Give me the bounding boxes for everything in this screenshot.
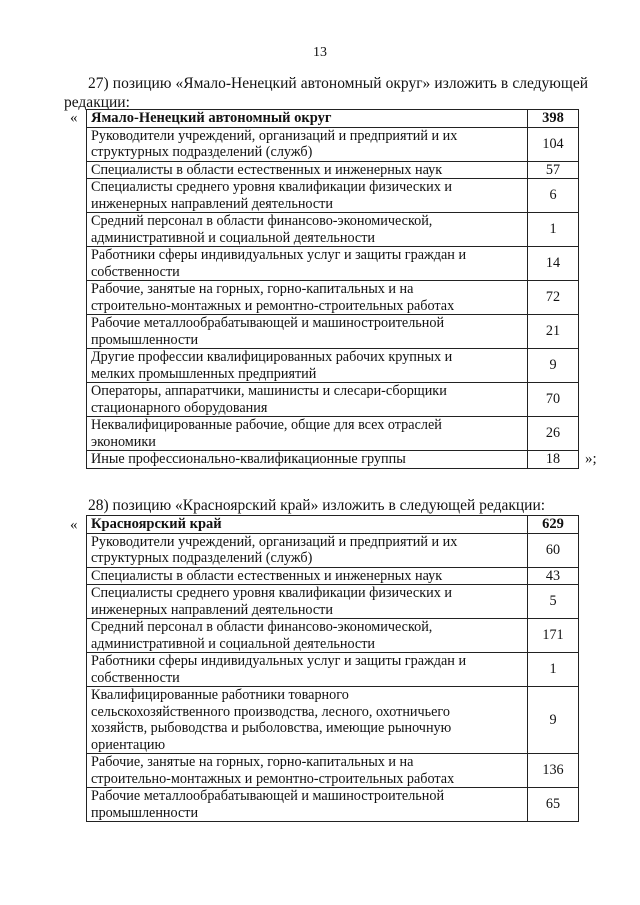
occupation-group-line: Рабочие, занятые на горных, горно-капитальных и на [91, 754, 414, 770]
occupation-group-line: Специалисты среднего уровня квалификации физических и [91, 585, 452, 601]
table-header-row [87, 110, 579, 128]
occupation-group [87, 247, 528, 281]
table-row [87, 127, 579, 161]
table-row [87, 383, 579, 417]
occupation-group [87, 127, 528, 161]
quota-value: 1 [528, 213, 579, 247]
occupation-group-line: Средний персонал в области финансово-экономической, [91, 619, 433, 635]
table-row [87, 315, 579, 349]
occupation-group-line: хозяйств, рыбоводства и рыболовства, имеющие рыночную [91, 720, 452, 736]
quota-value: 60 [528, 533, 579, 567]
occupation-group-line: строительно-монтажных и ремонтно-строительных работах [91, 770, 455, 787]
table-krasnoyarsk [86, 515, 579, 822]
occupation-group-line: собственности [91, 263, 180, 280]
quota-value: 6 [528, 179, 579, 213]
occupation-group-line: Рабочие металлообрабатывающей и машиностроительной [91, 788, 445, 804]
quota-value: 18 [528, 451, 579, 469]
region-name: Красноярский край [87, 516, 528, 534]
occupation-group [87, 451, 528, 469]
quota-value: 1 [528, 653, 579, 687]
occupation-group [87, 315, 528, 349]
region-name: Ямало-Ненецкий автономный округ [87, 110, 528, 128]
occupation-group-line: Средний персонал в области финансово-экономической, [91, 213, 433, 229]
table-row [87, 179, 579, 213]
occupation-group-line: инженерных направлений деятельности [91, 195, 333, 212]
table-row [87, 417, 579, 451]
occupation-group-line: Специалисты среднего уровня квалификации физических и [91, 179, 452, 195]
occupation-group [87, 585, 528, 619]
occupation-group [87, 179, 528, 213]
table-row [87, 788, 579, 822]
occupation-group [87, 619, 528, 653]
table-row [87, 213, 579, 247]
table-row [87, 161, 579, 179]
table-row [87, 533, 579, 567]
region-total: 629 [528, 516, 579, 534]
quota-value: 70 [528, 383, 579, 417]
occupation-group-line: ориентацию [91, 736, 166, 753]
quota-value: 9 [528, 687, 579, 754]
occupation-group-line: промышленности [91, 804, 199, 821]
occupation-group-line: структурных подразделений (служб) [91, 550, 313, 566]
quota-value: 21 [528, 315, 579, 349]
table-row [87, 754, 579, 788]
table-header-row [87, 516, 579, 534]
table-row [87, 349, 579, 383]
occupation-group [87, 653, 528, 687]
table-row [87, 451, 579, 469]
quota-value: 104 [528, 127, 579, 161]
page-number: 13 [313, 45, 327, 60]
occupation-group-line: Иные профессионально-квалификационные группы [91, 451, 406, 467]
occupation-group-line: Работники сферы индивидуальных услуг и защиты граждан и [91, 247, 467, 263]
quota-value: 72 [528, 281, 579, 315]
occupation-group [87, 417, 528, 451]
table-row [87, 247, 579, 281]
occupation-group [87, 383, 528, 417]
quota-value: 9 [528, 349, 579, 383]
section-28-open-quote: « [70, 517, 78, 533]
occupation-group [87, 213, 528, 247]
section-28-intro [88, 496, 588, 515]
occupation-group-line: административной и социальной деятельности [91, 635, 376, 652]
occupation-group-line: Операторы, аппаратчики, машинисты и слесари-сборщики [91, 383, 447, 399]
table-row [87, 281, 579, 315]
occupation-group-line: Специалисты в области естественных и инженерных наук [91, 567, 443, 584]
occupation-group-line: Руководители учреждений, организаций и предприятий и их [91, 533, 458, 550]
section-27-close-quote: »; [585, 451, 597, 467]
occupation-group-line: собственности [91, 669, 180, 686]
occupation-group-line: Руководители учреждений, организаций и предприятий и их [91, 127, 458, 144]
occupation-group [87, 687, 528, 754]
occupation-group [87, 567, 528, 585]
section-27-intro [64, 74, 588, 112]
region-total: 398 [528, 110, 579, 128]
occupation-group-line: Другие профессии квалифицированных рабочих крупных и [91, 349, 453, 365]
section-28-intro-line-1: 28) позицию «Красноярский край» изложить в следующей редакции: [88, 497, 546, 514]
occupation-group-line: Рабочие металлообрабатывающей и машиностроительной [91, 315, 445, 331]
occupation-group-line: мелких промышленных предприятий [91, 365, 317, 382]
occupation-group-line: экономики [91, 433, 156, 450]
section-27-intro-line-2: редакции: [64, 94, 130, 111]
quota-value: 171 [528, 619, 579, 653]
occupation-group [87, 161, 528, 179]
quota-value: 65 [528, 788, 579, 822]
occupation-group [87, 754, 528, 788]
quota-value: 5 [528, 585, 579, 619]
occupation-group-line: Неквалифицированные рабочие, общие для всех отраслей [91, 417, 442, 433]
occupation-group-line: Работники сферы индивидуальных услуг и защиты граждан и [91, 653, 467, 669]
quota-value: 14 [528, 247, 579, 281]
table-yamal [86, 109, 579, 469]
section-27-open-quote: « [70, 110, 78, 126]
occupation-group-line: промышленности [91, 331, 199, 348]
occupation-group [87, 281, 528, 315]
table-row [87, 619, 579, 653]
quota-value: 136 [528, 754, 579, 788]
occupation-group-line: Рабочие, занятые на горных, горно-капитальных и на [91, 281, 414, 297]
occupation-group [87, 349, 528, 383]
section-27-intro-line-1: 27) позицию «Ямало-Ненецкий автономный округ» изложить в следующей [88, 75, 588, 92]
occupation-group-line: стационарного оборудования [91, 399, 268, 416]
occupation-group [87, 533, 528, 567]
quota-value: 43 [528, 567, 579, 585]
occupation-group [87, 788, 528, 822]
occupation-group-line: инженерных направлений деятельности [91, 601, 333, 618]
occupation-group-line: строительно-монтажных и ремонтно-строительных работах [91, 297, 455, 314]
occupation-group-line: структурных подразделений (служб) [91, 144, 313, 160]
quota-value: 57 [528, 161, 579, 179]
occupation-group-line: Квалифицированные работники товарного [91, 687, 349, 703]
table-row [87, 585, 579, 619]
table-row [87, 687, 579, 754]
table-row [87, 567, 579, 585]
table-row [87, 653, 579, 687]
quota-value: 26 [528, 417, 579, 451]
occupation-group-line: Специалисты в области естественных и инженерных наук [91, 161, 443, 178]
occupation-group-line: сельскохозяйственного производства, лесного, охотничьего [91, 703, 450, 720]
occupation-group-line: административной и социальной деятельности [91, 229, 376, 246]
